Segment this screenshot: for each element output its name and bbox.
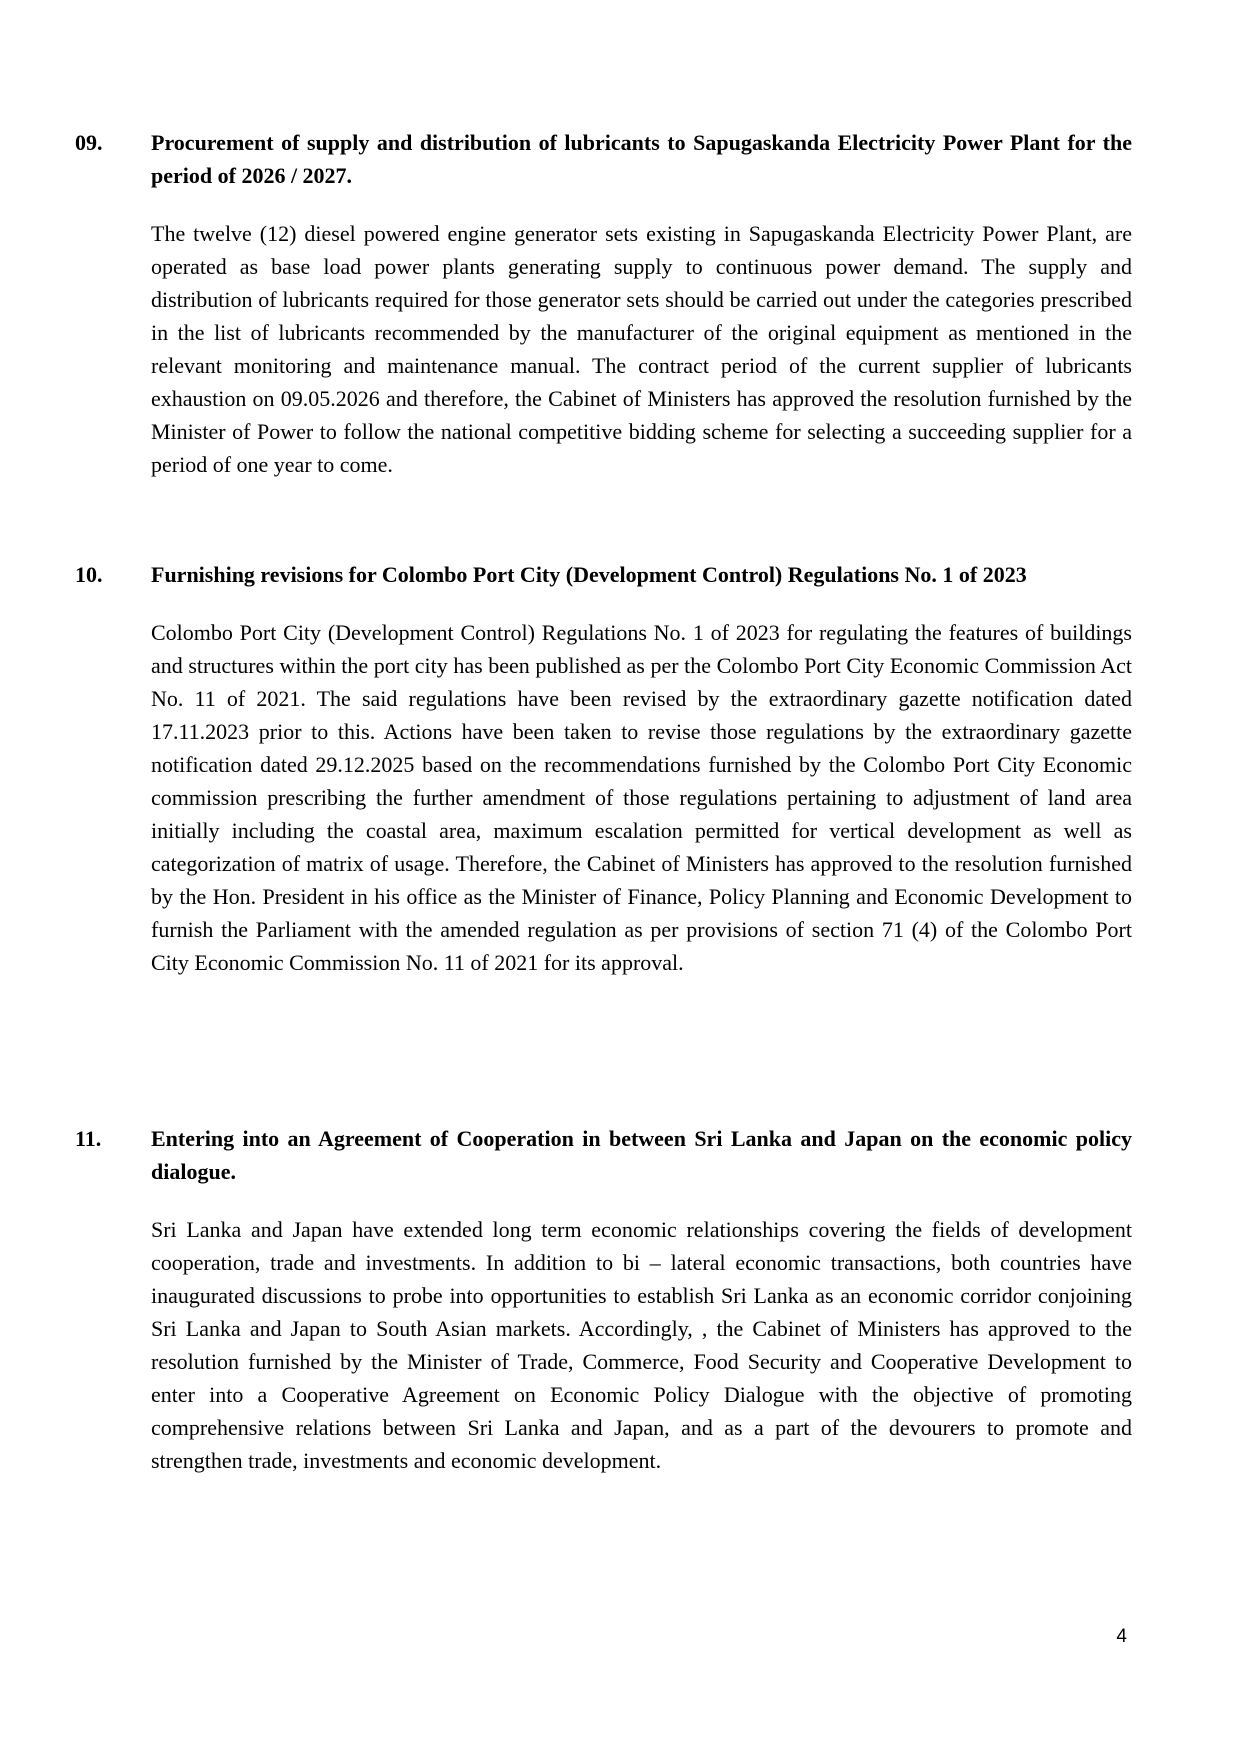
item-title: Furnishing revisions for Colombo Port City (Development Control) Regulations No. 1 of 2023	[151, 562, 1027, 587]
item-body: Colombo Port City (Development Control) Regulations No. 1 of 2023 for regulating the features of buildings and structures within the port city has been published as per the Colombo Port City Economic Commission Act No. 11 of 2021. The said regulations have been revised by the extraordinary gazette notification dated 17.11.2023 prior to this. Actions have been taken to revise those regulations by the extraordinary gazette notification dated 29.12.2025 based on the recommendations furnished by the Colombo Port City Economic commission prescribing the further amendment of those regulations pertaining to adjustment of land area initially including the coastal area, maximum escalation permitted for vertical development as well as categorization of matrix of usage. Therefore, the Cabinet of Ministers has approved to the resolution furnished by the Hon. President in his office as the Minister of Finance, Policy Planning and Economic Development to furnish the Parliament with the amended regulation as per provisions of section 71 (4) of the Colombo Port City Economic Commission No. 11 of 2021 for its approval.	[151, 620, 1132, 975]
item-number: 10.	[75, 562, 103, 587]
item-title: Procurement of supply and distribution of lubricants to Sapugaskanda Electricity Power Plant for the period of 2026 / 2027.	[151, 130, 1132, 188]
item-heading	[75, 558, 1132, 591]
item-heading	[75, 1122, 1132, 1188]
decision-item-11	[75, 1122, 1132, 1477]
item-title: Entering into an Agreement of Cooperation in between Sri Lanka and Japan on the economic policy dialogue.	[151, 1126, 1132, 1184]
page-number: 4	[1116, 1626, 1127, 1647]
item-body: Sri Lanka and Japan have extended long term economic relationships covering the fields of development cooperation, trade and investments. In addition to bi – lateral economic transactions, both countries have inaugurated discussions to probe into opportunities to establish Sri Lanka as an economic corridor conjoining Sri Lanka and Japan to South Asian markets. Accordingly, , the Cabinet of Ministers has approved to the resolution furnished by the Minister of Trade, Commerce, Food Security and Cooperative Development to enter into a Cooperative Agreement on Economic Policy Dialogue with the objective of promoting comprehensive relations between Sri Lanka and Japan, and as a part of the devourers to promote and strengthen trade, investments and economic development.	[151, 1217, 1132, 1473]
decision-item-10	[75, 558, 1132, 979]
item-number: 09.	[75, 130, 103, 155]
item-number: 11.	[75, 1126, 102, 1151]
item-body: The twelve (12) diesel powered engine generator sets existing in Sapugaskanda Electricity Power Plant, are operated as base load power plants generating supply to continuous power demand. The supply and distribution of lubricants required for those generator sets should be carried out under the categories prescribed in the list of lubricants recommended by the manufacturer of the original equipment as mentioned in the relevant monitoring and maintenance manual. The contract period of the current supplier of lubricants exhaustion on 09.05.2026 and therefore, the Cabinet of Ministers has approved the resolution furnished by the Minister of Power to follow the national competitive bidding scheme for selecting a succeeding supplier for a period of one year to come.	[151, 221, 1132, 477]
decision-item-09	[75, 126, 1132, 481]
item-heading	[75, 126, 1132, 192]
